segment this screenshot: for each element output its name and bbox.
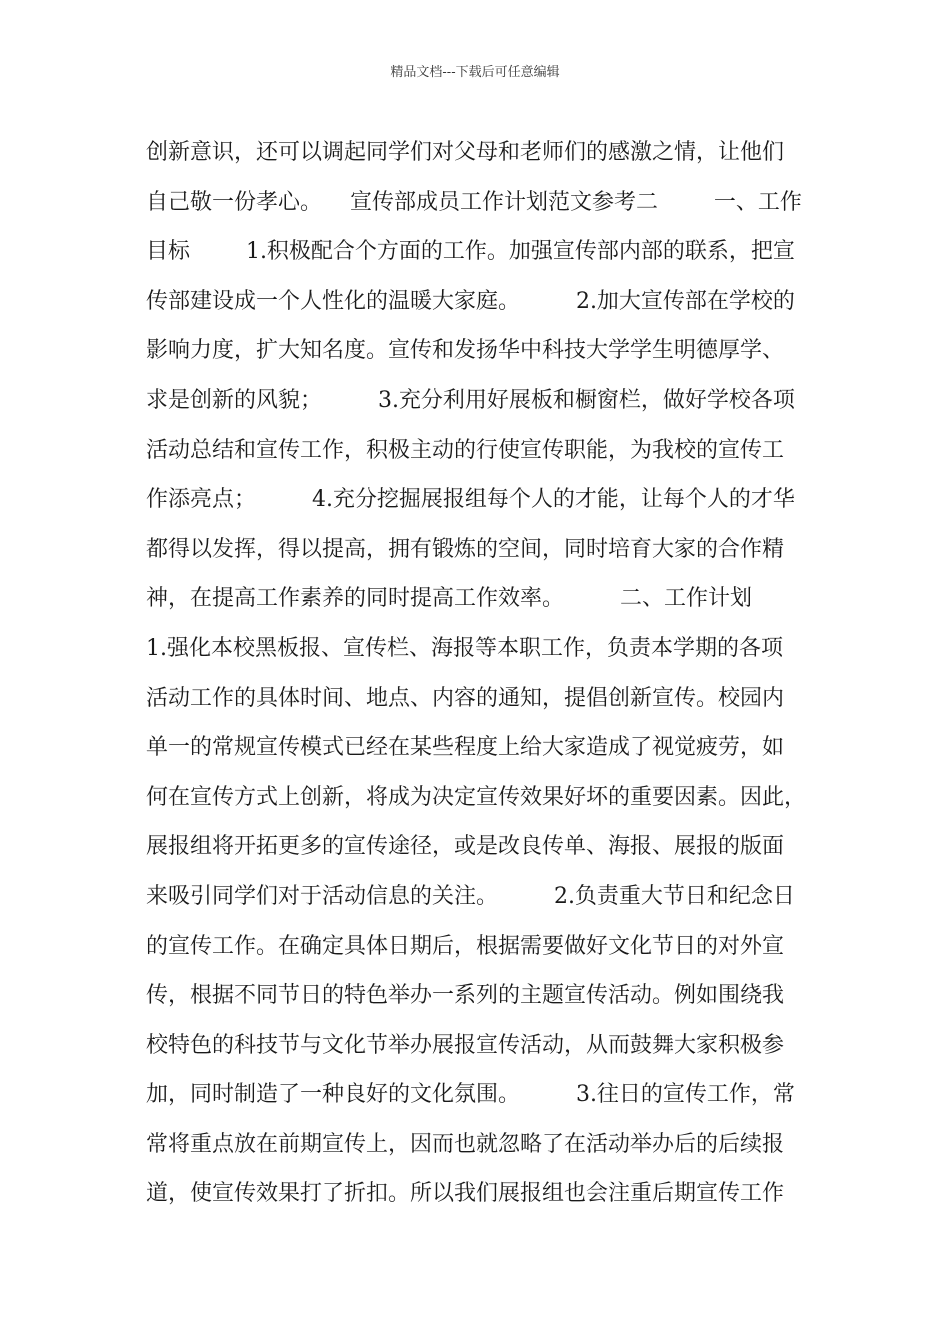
page-header: 精品文档---下载后可任意编辑	[390, 65, 560, 80]
body-line: 活动总结和宣传工作，积极主动的行使宣传职能，为我校的宣传工	[146, 437, 785, 463]
document-body	[146, 128, 826, 1219]
body-line: 常将重点放在前期宣传上，因而也就忽略了在活动举办后的后续报	[146, 1131, 785, 1157]
body-line: 影响力度，扩大知名度。宣传和发扬华中科技大学学生明德厚学、	[146, 338, 785, 364]
body-line: 都得以发挥，得以提高，拥有锻炼的空间，同时培育大家的合作精	[146, 536, 785, 562]
body-line: 创新意识，还可以调起同学们对父母和老师们的感激之情，让他们	[146, 140, 785, 165]
body-line: 的宣传工作。在确定具体日期后，根据需要做好文化节日的对外宣	[146, 933, 785, 959]
body-line: 何在宣传方式上创新，将成为决定宣传效果好坏的重要因素。因此，	[146, 784, 807, 810]
body-line: 活动工作的具体时间、地点、内容的通知，提倡创新宣传。校园内	[146, 685, 785, 711]
body-line: 传部建设成一个人性化的温暖大家庭。 2.加大宣传部在学校的	[146, 288, 795, 314]
body-line: 来吸引同学们对于活动信息的关注。 2.负责重大节日和纪念日	[146, 883, 795, 909]
body-line: 校特色的科技节与文化节举办展报宣传活动，从而鼓舞大家积极参	[146, 1032, 785, 1058]
body-line: 单一的常规宣传模式已经在某些程度上给大家造成了视觉疲劳，如	[146, 735, 785, 761]
body-line: 神，在提高工作素养的同时提高工作效率。 二、工作计划	[146, 586, 752, 612]
body-line: 目标 1.积极配合个方面的工作。加强宣传部内部的联系，把宣	[146, 239, 795, 265]
body-line: 求是创新的风貌； 3.充分利用好展板和橱窗栏，做好学校各项	[146, 387, 795, 413]
body-line: 1.强化本校黑板报、宣传栏、海报等本职工作，负责本学期的各项	[146, 635, 783, 661]
body-line: 自己敬一份孝心。 宣传部成员工作计划范文参考二 一、工作	[146, 189, 802, 215]
body-line: 展报组将开拓更多的宣传途径，或是改良传单、海报、展报的版面	[146, 834, 785, 860]
body-line: 加，同时制造了一种良好的文化氛围。 3.往日的宣传工作，常	[146, 1082, 795, 1108]
body-line: 作添亮点； 4.充分挖掘展报组每个人的才能，让每个人的才华	[146, 487, 795, 513]
body-line: 道，使宣传效果打了折扣。所以我们展报组也会注重后期宣传工作	[146, 1181, 785, 1207]
body-line: 传，根据不同节日的特色举办一系列的主题宣传活动。例如围绕我	[146, 983, 785, 1009]
